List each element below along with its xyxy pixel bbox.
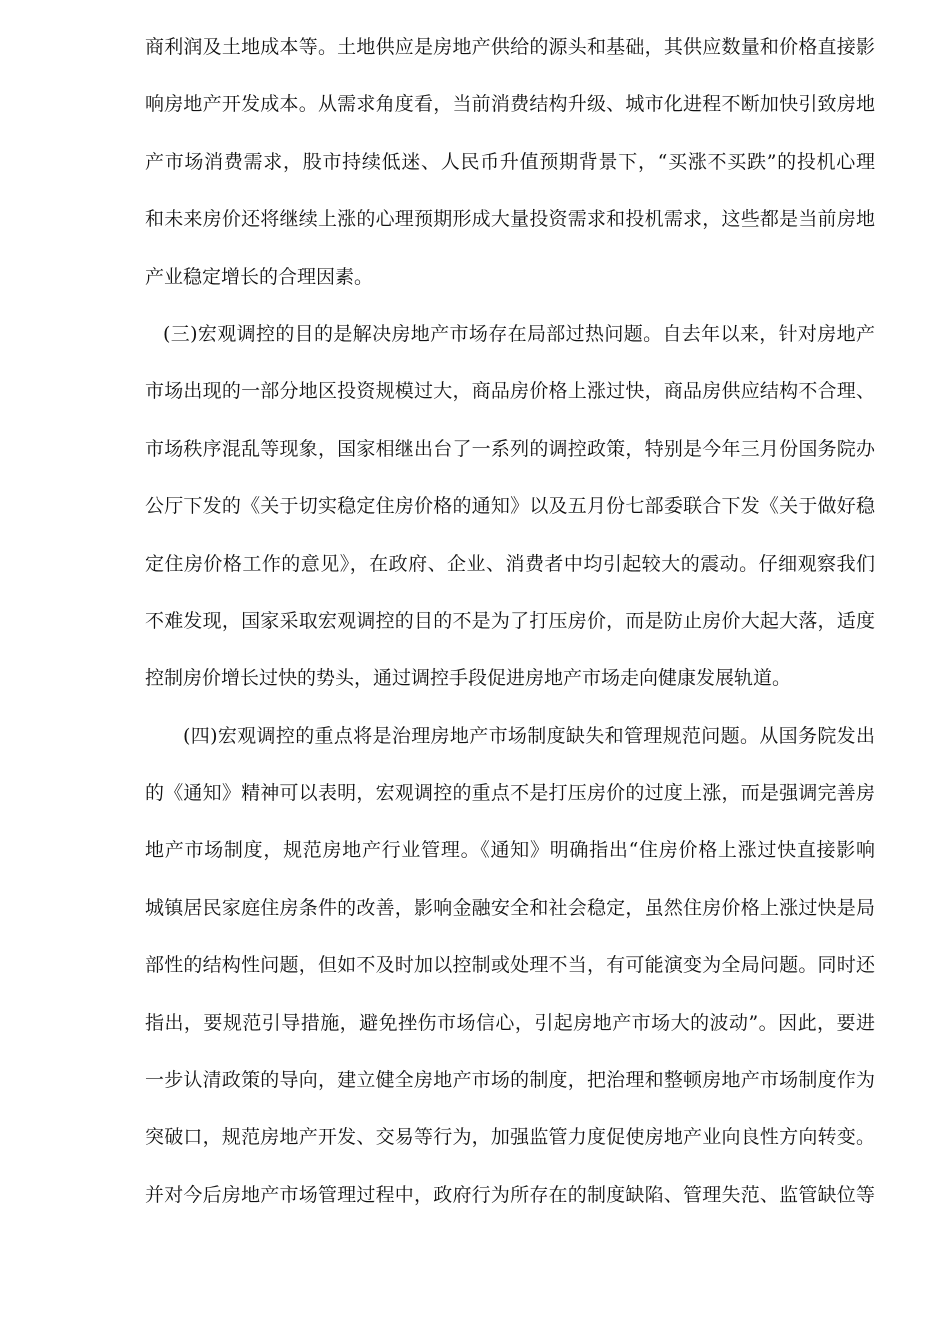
text-line: 定住房价格工作的意见》，在政府、企业、消费者中均引起较大的震动。仔细观察我们	[145, 552, 875, 575]
text-line: 市场出现的一部分地区投资规模过大，商品房价格上涨过快，商品房供应结构不合理、	[145, 380, 875, 403]
text-line: 响房地产开发成本。从需求角度看，当前消费结构升级、城市化进程不断加快引致房地	[145, 93, 875, 116]
paragraph-section-3	[145, 306, 875, 708]
text-line: 地产市场制度，规范房地产行业管理。《通知》明确指出“住房价格上涨过快直接影响	[145, 839, 875, 862]
text-line: 不难发现，国家采取宏观调控的目的不是为了打压房价，而是防止房价大起大落，适度	[145, 609, 875, 632]
paragraph-heading-line: (三)宏观调控的目的是解决房地产市场存在局部过热问题。自去年以来，针对房地产	[163, 322, 875, 345]
text-line: 控制房价增长过快的势头，通过调控手段促进房地产市场走向健康发展轨道。	[145, 667, 792, 690]
text-line: 和未来房价还将继续上涨的心理预期形成大量投资需求和投机需求，这些都是当前房地	[145, 208, 875, 231]
text-line: 的《通知》精神可以表明，宏观调控的重点不是打压房价的过度上涨，而是强调完善房	[145, 782, 875, 805]
text-line: 产市场消费需求，股市持续低迷、人民币升值预期背景下，“买涨不买跌”的投机心理	[145, 150, 875, 173]
paragraph-heading-line: (四)宏观调控的重点将是治理房地产市场制度缺失和管理规范问题。从国务院发出	[183, 724, 875, 747]
text-line: 产业稳定增长的合理因素。	[145, 265, 374, 288]
text-line: 并对今后房地产市场管理过程中，政府行为所存在的制度缺陷、管理失范、监管缺位等	[145, 1183, 875, 1206]
text-line: 一步认清政策的导向，建立健全房地产市场的制度，把治理和整顿房地产市场制度作为	[145, 1069, 875, 1092]
text-line: 城镇居民家庭住房条件的改善，影响金融安全和社会稳定，虽然住房价格上涨过快是局	[145, 896, 875, 919]
text-line: 公厅下发的《关于切实稳定住房价格的通知》以及五月份七部委联合下发《关于做好稳	[145, 495, 875, 518]
document-page	[145, 19, 875, 1224]
paragraph-section-4	[145, 708, 875, 1225]
text-line: 部性的结构性问题，但如不及时加以控制或处理不当，有可能演变为全局问题。同时还	[145, 954, 875, 977]
text-line: 指出，要规范引导措施，避免挫伤市场信心，引起房地产市场大的波动”。因此，要进	[145, 1011, 875, 1034]
text-line: 市场秩序混乱等现象，国家相继出台了一系列的调控政策，特别是今年三月份国务院办	[145, 437, 875, 460]
text-line: 突破口，规范房地产开发、交易等行为，加强监管力度促使房地产业向良性方向转变。	[145, 1126, 875, 1149]
text-line: 商利润及土地成本等。土地供应是房地产供给的源头和基础，其供应数量和价格直接影	[145, 36, 875, 58]
paragraph-continuation	[145, 19, 875, 306]
